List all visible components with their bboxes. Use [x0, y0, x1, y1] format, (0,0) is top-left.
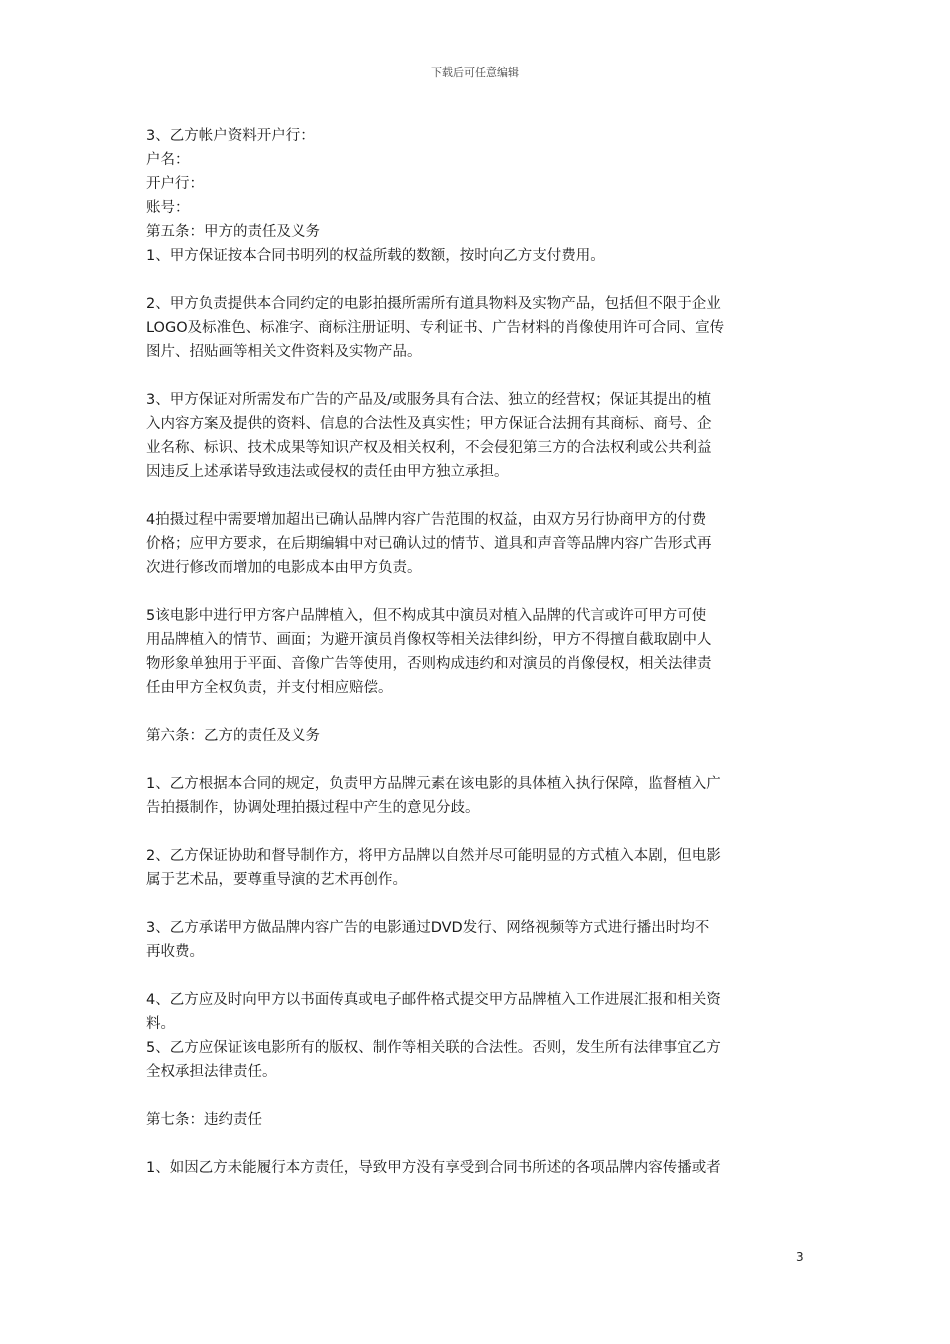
text-line: 第六条：乙方的责任及义务 — [146, 728, 320, 744]
text-line: 账号： — [146, 200, 190, 216]
text-line: 属于艺术品，要尊重导演的艺术再创作。 — [146, 872, 407, 888]
paragraph — [146, 1108, 810, 1132]
paragraph — [146, 724, 810, 748]
text-line: 入内容方案及提供的资料、信息的合法性及真实性；甲方保证合法拥有其商标、商号、企 — [146, 416, 712, 432]
text-line: 4、乙方应及时向甲方以书面传真或电子邮件格式提交甲方品牌植入工作进展汇报和相关资 — [146, 992, 721, 1008]
text-line: 5该电影中进行甲方客户品牌植入，但不构成其中演员对植入品牌的代言或许可甲方可使 — [146, 608, 707, 624]
text-line: 用品牌植入的情节、画面；为避开演员肖像权等相关法律纠纷，甲方不得擅自截取剧中人 — [146, 632, 712, 648]
text-line: 全权承担法律责任。 — [146, 1064, 277, 1080]
text-line: 1、如因乙方未能履行本方责任，导致甲方没有享受到合同书所述的各项品牌内容传播或者 — [146, 1160, 721, 1176]
page-header: 下载后可任意编辑 — [431, 66, 519, 79]
text-line: 3、乙方承诺甲方做品牌内容广告的电影通过DVD发行、网络视频等方式进行播出时均不 — [146, 920, 710, 936]
paragraph — [146, 508, 810, 580]
text-line: 告拍摄制作，协调处理拍摄过程中产生的意见分歧。 — [146, 800, 480, 816]
text-line: LOGO及标准色、标准字、商标注册证明、专利证书、广告材料的肖像使用许可合同、宣传 — [146, 320, 725, 336]
text-line: 1、乙方根据本合同的规定，负责甲方品牌元素在该电影的具体植入执行保障，监督植入广 — [146, 776, 721, 792]
paragraph — [146, 1156, 810, 1180]
paragraphs — [146, 292, 810, 1180]
paragraph — [146, 772, 810, 820]
paragraph — [146, 292, 810, 364]
text-line: 业名称、标识、技术成果等知识产权及相关权利，不会侵犯第三方的合法权利或公共利益 — [146, 440, 712, 456]
text-line: 开户行： — [146, 176, 204, 192]
text-line: 价格；应甲方要求，在后期编辑中对已确认过的情节、道具和声音等品牌内容广告形式再 — [146, 536, 712, 552]
text-line: 再收费。 — [146, 944, 204, 960]
paragraph — [146, 916, 810, 964]
text-line: 因违反上述承诺导致违法或侵权的责任由甲方独立承担。 — [146, 464, 509, 480]
text-line: 4拍摄过程中需要增加超出已确认品牌内容广告范围的权益，由双方另行协商甲方的付费 — [146, 512, 707, 528]
text-line: 5、乙方应保证该电影所有的版权、制作等相关联的合法性。否则，发生所有法律事宜乙方 — [146, 1040, 721, 1056]
paragraph — [146, 988, 810, 1084]
paragraph — [146, 388, 810, 484]
text-line: 2、甲方负责提供本合同约定的电影拍摄所需所有道具物料及实物产品，包括但不限于企业 — [146, 296, 721, 312]
text-line: 料。 — [146, 1016, 175, 1032]
page-number: 3 — [796, 1250, 804, 1264]
section-heading: 第五条：甲方的责任及义务 — [146, 224, 320, 240]
account-info-block — [146, 124, 810, 268]
text-line: 1、甲方保证按本合同书明列的权益所载的数额，按时向乙方支付费用。 — [146, 248, 605, 264]
text-line: 户名： — [146, 152, 190, 168]
text-line: 3、乙方帐户资料开户行： — [146, 128, 315, 144]
paragraph — [146, 604, 810, 700]
document-body — [146, 124, 810, 1180]
text-line: 物形象单独用于平面、音像广告等使用，否则构成违约和对演员的肖像侵权，相关法律责 — [146, 656, 712, 672]
text-line: 图片、招贴画等相关文件资料及实物产品。 — [146, 344, 422, 360]
text-line: 次进行修改而增加的电影成本由甲方负责。 — [146, 560, 422, 576]
text-line: 第七条：违约责任 — [146, 1112, 262, 1128]
text-line: 任由甲方全权负责，并支付相应赔偿。 — [146, 680, 393, 696]
paragraph — [146, 844, 810, 892]
text-line: 2、乙方保证协助和督导制作方，将甲方品牌以自然并尽可能明显的方式植入本剧，但电影 — [146, 848, 721, 864]
text-line: 3、甲方保证对所需发布广告的产品及/或服务具有合法、独立的经营权；保证其提出的植 — [146, 392, 712, 408]
